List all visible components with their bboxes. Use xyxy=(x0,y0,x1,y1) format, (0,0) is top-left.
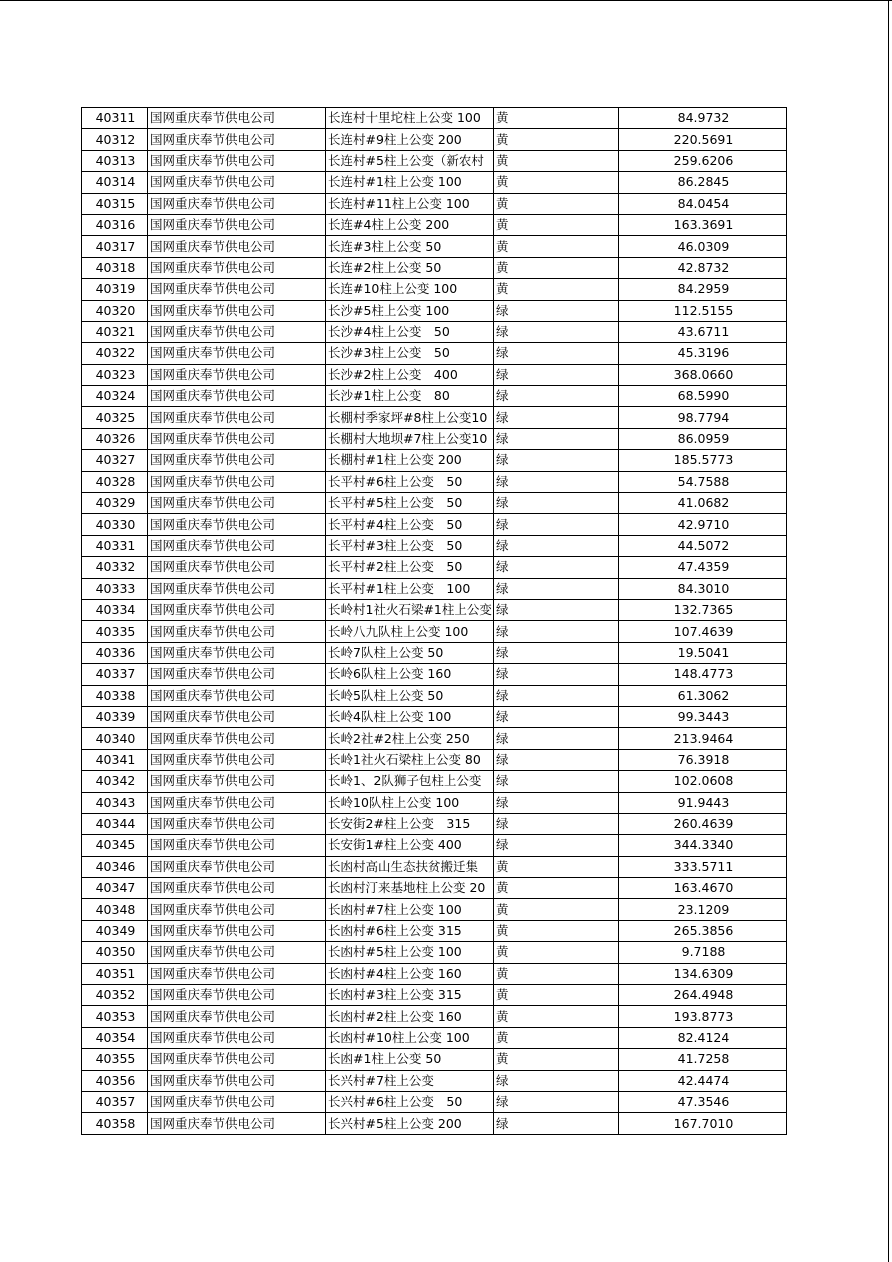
cell-value: 82.4124 xyxy=(619,1027,787,1048)
cell-company: 国网重庆奉节供电公司 xyxy=(148,771,326,792)
cell-company: 国网重庆奉节供电公司 xyxy=(148,664,326,685)
table-row xyxy=(82,214,787,235)
cell-value: 45.3196 xyxy=(619,343,787,364)
table-row xyxy=(82,642,787,663)
cell-status-color: 黄 xyxy=(494,108,619,129)
table-row xyxy=(82,535,787,556)
cell-transformer-name: 长岭10队柱上公变 100 xyxy=(326,792,494,813)
cell-id: 40335 xyxy=(82,621,148,642)
cell-status-color: 绿 xyxy=(494,813,619,834)
table-row xyxy=(82,920,787,941)
cell-transformer-name: 长岭1社火石梁柱上公变 80 xyxy=(326,749,494,770)
cell-value: 54.7588 xyxy=(619,471,787,492)
cell-value: 42.4474 xyxy=(619,1070,787,1091)
cell-id: 40327 xyxy=(82,450,148,471)
cell-value: 41.0682 xyxy=(619,493,787,514)
cell-value: 98.7794 xyxy=(619,407,787,428)
table-row xyxy=(82,129,787,150)
cell-id: 40315 xyxy=(82,193,148,214)
cell-id: 40316 xyxy=(82,214,148,235)
cell-status-color: 绿 xyxy=(494,386,619,407)
cell-status-color: 绿 xyxy=(494,364,619,385)
cell-id: 40330 xyxy=(82,514,148,535)
cell-id: 40355 xyxy=(82,1049,148,1070)
cell-status-color: 黄 xyxy=(494,856,619,877)
table-row xyxy=(82,172,787,193)
cell-company: 国网重庆奉节供电公司 xyxy=(148,172,326,193)
cell-value: 368.0660 xyxy=(619,364,787,385)
cell-value: 167.7010 xyxy=(619,1113,787,1134)
cell-transformer-name: 长岭6队柱上公变 160 xyxy=(326,664,494,685)
cell-company: 国网重庆奉节供电公司 xyxy=(148,706,326,727)
cell-transformer-name: 长连#10柱上公变 100 xyxy=(326,279,494,300)
cell-value: 76.3918 xyxy=(619,749,787,770)
cell-company: 国网重庆奉节供电公司 xyxy=(148,1006,326,1027)
cell-transformer-name: 长兴村#5柱上公变 200 xyxy=(326,1113,494,1134)
cell-company: 国网重庆奉节供电公司 xyxy=(148,150,326,171)
cell-status-color: 绿 xyxy=(494,664,619,685)
cell-company: 国网重庆奉节供电公司 xyxy=(148,386,326,407)
cell-status-color: 绿 xyxy=(494,407,619,428)
cell-transformer-name: 长沙#3柱上公变 50 xyxy=(326,343,494,364)
cell-id: 40328 xyxy=(82,471,148,492)
cell-id: 40354 xyxy=(82,1027,148,1048)
cell-transformer-name: 长凼村汀来基地柱上公变 20 xyxy=(326,878,494,899)
cell-status-color: 绿 xyxy=(494,557,619,578)
cell-status-color: 绿 xyxy=(494,728,619,749)
cell-company: 国网重庆奉节供电公司 xyxy=(148,236,326,257)
table-row xyxy=(82,664,787,685)
cell-id: 40336 xyxy=(82,642,148,663)
cell-value: 84.0454 xyxy=(619,193,787,214)
table-row xyxy=(82,493,787,514)
cell-status-color: 黄 xyxy=(494,985,619,1006)
cell-status-color: 绿 xyxy=(494,471,619,492)
cell-id: 40326 xyxy=(82,428,148,449)
cell-value: 84.2959 xyxy=(619,279,787,300)
cell-value: 68.5990 xyxy=(619,386,787,407)
table-row xyxy=(82,364,787,385)
cell-value: 163.4670 xyxy=(619,878,787,899)
cell-transformer-name: 长安街1#柱上公变 400 xyxy=(326,835,494,856)
cell-id: 40351 xyxy=(82,963,148,984)
cell-transformer-name: 长凼村#10柱上公变 100 xyxy=(326,1027,494,1048)
cell-status-color: 黄 xyxy=(494,214,619,235)
table-row xyxy=(82,108,787,129)
cell-id: 40333 xyxy=(82,578,148,599)
cell-id: 40341 xyxy=(82,749,148,770)
table-row xyxy=(82,514,787,535)
cell-company: 国网重庆奉节供电公司 xyxy=(148,985,326,1006)
table-row xyxy=(82,899,787,920)
cell-value: 102.0608 xyxy=(619,771,787,792)
cell-value: 91.9443 xyxy=(619,792,787,813)
cell-status-color: 绿 xyxy=(494,599,619,620)
cell-status-color: 绿 xyxy=(494,749,619,770)
cell-status-color: 绿 xyxy=(494,535,619,556)
cell-id: 40357 xyxy=(82,1091,148,1112)
cell-id: 40311 xyxy=(82,108,148,129)
cell-transformer-name: 长凼村高山生态扶贫搬迁集 xyxy=(326,856,494,877)
cell-transformer-name: 长凼村#4柱上公变 160 xyxy=(326,963,494,984)
cell-value: 333.5711 xyxy=(619,856,787,877)
cell-status-color: 绿 xyxy=(494,578,619,599)
cell-id: 40347 xyxy=(82,878,148,899)
cell-company: 国网重庆奉节供电公司 xyxy=(148,129,326,150)
cell-company: 国网重庆奉节供电公司 xyxy=(148,493,326,514)
cell-status-color: 绿 xyxy=(494,450,619,471)
table-row xyxy=(82,599,787,620)
cell-id: 40319 xyxy=(82,279,148,300)
cell-status-color: 绿 xyxy=(494,321,619,342)
cell-value: 86.2845 xyxy=(619,172,787,193)
cell-value: 265.3856 xyxy=(619,920,787,941)
cell-company: 国网重庆奉节供电公司 xyxy=(148,257,326,278)
cell-status-color: 黄 xyxy=(494,942,619,963)
cell-transformer-name: 长棚村季家坪#8柱上公变10 xyxy=(326,407,494,428)
cell-company: 国网重庆奉节供电公司 xyxy=(148,1027,326,1048)
cell-transformer-name: 长连村#11柱上公变 100 xyxy=(326,193,494,214)
cell-value: 148.4773 xyxy=(619,664,787,685)
cell-id: 40342 xyxy=(82,771,148,792)
cell-company: 国网重庆奉节供电公司 xyxy=(148,514,326,535)
cell-status-color: 黄 xyxy=(494,920,619,941)
cell-id: 40353 xyxy=(82,1006,148,1027)
table-row xyxy=(82,1070,787,1091)
cell-id: 40325 xyxy=(82,407,148,428)
cell-status-color: 绿 xyxy=(494,706,619,727)
cell-value: 86.0959 xyxy=(619,428,787,449)
cell-company: 国网重庆奉节供电公司 xyxy=(148,578,326,599)
cell-id: 40320 xyxy=(82,300,148,321)
cell-status-color: 绿 xyxy=(494,1091,619,1112)
cell-status-color: 绿 xyxy=(494,493,619,514)
cell-transformer-name: 长岭八九队柱上公变 100 xyxy=(326,621,494,642)
cell-transformer-name: 长安街2#柱上公变 315 xyxy=(326,813,494,834)
table-row xyxy=(82,963,787,984)
table-row xyxy=(82,236,787,257)
cell-company: 国网重庆奉节供电公司 xyxy=(148,856,326,877)
table-row xyxy=(82,193,787,214)
cell-status-color: 绿 xyxy=(494,835,619,856)
table-row xyxy=(82,1027,787,1048)
cell-value: 264.4948 xyxy=(619,985,787,1006)
table-row xyxy=(82,321,787,342)
table-row xyxy=(82,878,787,899)
cell-transformer-name: 长凼村#7柱上公变 100 xyxy=(326,899,494,920)
cell-transformer-name: 长岭4队柱上公变 100 xyxy=(326,706,494,727)
cell-company: 国网重庆奉节供电公司 xyxy=(148,108,326,129)
cell-id: 40317 xyxy=(82,236,148,257)
cell-transformer-name: 长凼村#3柱上公变 315 xyxy=(326,985,494,1006)
cell-company: 国网重庆奉节供电公司 xyxy=(148,321,326,342)
cell-id: 40344 xyxy=(82,813,148,834)
cell-id: 40324 xyxy=(82,386,148,407)
table-row xyxy=(82,279,787,300)
table-row xyxy=(82,450,787,471)
cell-company: 国网重庆奉节供电公司 xyxy=(148,642,326,663)
cell-company: 国网重庆奉节供电公司 xyxy=(148,279,326,300)
cell-id: 40332 xyxy=(82,557,148,578)
cell-value: 46.0309 xyxy=(619,236,787,257)
cell-transformer-name: 长平村#2柱上公变 50 xyxy=(326,557,494,578)
table-row xyxy=(82,728,787,749)
cell-id: 40350 xyxy=(82,942,148,963)
table-row xyxy=(82,471,787,492)
cell-company: 国网重庆奉节供电公司 xyxy=(148,599,326,620)
table-row xyxy=(82,1049,787,1070)
table-body xyxy=(82,108,787,1135)
table-row xyxy=(82,985,787,1006)
table-row xyxy=(82,407,787,428)
cell-status-color: 绿 xyxy=(494,300,619,321)
cell-status-color: 黄 xyxy=(494,878,619,899)
cell-company: 国网重庆奉节供电公司 xyxy=(148,557,326,578)
cell-id: 40345 xyxy=(82,835,148,856)
cell-company: 国网重庆奉节供电公司 xyxy=(148,343,326,364)
cell-value: 41.7258 xyxy=(619,1049,787,1070)
cell-value: 260.4639 xyxy=(619,813,787,834)
cell-transformer-name: 长连#4柱上公变 200 xyxy=(326,214,494,235)
table-row xyxy=(82,428,787,449)
cell-transformer-name: 长凼#1柱上公变 50 xyxy=(326,1049,494,1070)
cell-company: 国网重庆奉节供电公司 xyxy=(148,214,326,235)
cell-id: 40358 xyxy=(82,1113,148,1134)
cell-value: 185.5773 xyxy=(619,450,787,471)
cell-transformer-name: 长平村#5柱上公变 50 xyxy=(326,493,494,514)
cell-company: 国网重庆奉节供电公司 xyxy=(148,450,326,471)
cell-transformer-name: 长连村十里坨柱上公变 100 xyxy=(326,108,494,129)
cell-value: 213.9464 xyxy=(619,728,787,749)
table-row xyxy=(82,578,787,599)
cell-status-color: 黄 xyxy=(494,150,619,171)
cell-transformer-name: 长连村#5柱上公变（新农村 xyxy=(326,150,494,171)
cell-company: 国网重庆奉节供电公司 xyxy=(148,1113,326,1134)
cell-id: 40349 xyxy=(82,920,148,941)
cell-id: 40337 xyxy=(82,664,148,685)
cell-status-color: 黄 xyxy=(494,1006,619,1027)
cell-id: 40313 xyxy=(82,150,148,171)
page-top-border xyxy=(0,0,892,1)
cell-transformer-name: 长凼村#6柱上公变 315 xyxy=(326,920,494,941)
cell-company: 国网重庆奉节供电公司 xyxy=(148,364,326,385)
cell-transformer-name: 长凼村#5柱上公变 100 xyxy=(326,942,494,963)
cell-status-color: 绿 xyxy=(494,1070,619,1091)
cell-status-color: 绿 xyxy=(494,428,619,449)
cell-id: 40352 xyxy=(82,985,148,1006)
cell-value: 84.3010 xyxy=(619,578,787,599)
table-row xyxy=(82,749,787,770)
cell-transformer-name: 长岭1、2队狮子包柱上公变 xyxy=(326,771,494,792)
cell-transformer-name: 长沙#2柱上公变 400 xyxy=(326,364,494,385)
cell-value: 220.5691 xyxy=(619,129,787,150)
cell-transformer-name: 长连#3柱上公变 50 xyxy=(326,236,494,257)
cell-company: 国网重庆奉节供电公司 xyxy=(148,920,326,941)
cell-company: 国网重庆奉节供电公司 xyxy=(148,942,326,963)
cell-status-color: 绿 xyxy=(494,1113,619,1134)
cell-status-color: 绿 xyxy=(494,685,619,706)
cell-transformer-name: 长兴村#7柱上公变 xyxy=(326,1070,494,1091)
cell-status-color: 绿 xyxy=(494,514,619,535)
cell-value: 259.6206 xyxy=(619,150,787,171)
cell-status-color: 黄 xyxy=(494,129,619,150)
table-row xyxy=(82,942,787,963)
cell-id: 40346 xyxy=(82,856,148,877)
table-row xyxy=(82,557,787,578)
cell-company: 国网重庆奉节供电公司 xyxy=(148,407,326,428)
cell-status-color: 黄 xyxy=(494,257,619,278)
cell-company: 国网重庆奉节供电公司 xyxy=(148,1091,326,1112)
table-row xyxy=(82,343,787,364)
cell-value: 42.8732 xyxy=(619,257,787,278)
table-row xyxy=(82,1091,787,1112)
cell-status-color: 绿 xyxy=(494,343,619,364)
cell-id: 40314 xyxy=(82,172,148,193)
cell-id: 40338 xyxy=(82,685,148,706)
cell-transformer-name: 长凼村#2柱上公变 160 xyxy=(326,1006,494,1027)
cell-transformer-name: 长岭2社#2柱上公变 250 xyxy=(326,728,494,749)
table-row xyxy=(82,771,787,792)
table-row xyxy=(82,1113,787,1134)
cell-id: 40321 xyxy=(82,321,148,342)
cell-transformer-name: 长连#2柱上公变 50 xyxy=(326,257,494,278)
cell-status-color: 黄 xyxy=(494,1049,619,1070)
cell-status-color: 黄 xyxy=(494,963,619,984)
cell-transformer-name: 长沙#5柱上公变 100 xyxy=(326,300,494,321)
cell-company: 国网重庆奉节供电公司 xyxy=(148,1049,326,1070)
cell-value: 99.3443 xyxy=(619,706,787,727)
cell-company: 国网重庆奉节供电公司 xyxy=(148,899,326,920)
cell-id: 40312 xyxy=(82,129,148,150)
cell-company: 国网重庆奉节供电公司 xyxy=(148,963,326,984)
cell-id: 40318 xyxy=(82,257,148,278)
cell-id: 40339 xyxy=(82,706,148,727)
cell-value: 163.3691 xyxy=(619,214,787,235)
cell-value: 43.6711 xyxy=(619,321,787,342)
cell-value: 9.7188 xyxy=(619,942,787,963)
transformer-data-table xyxy=(81,107,787,1135)
table-row xyxy=(82,813,787,834)
cell-status-color: 黄 xyxy=(494,193,619,214)
cell-transformer-name: 长岭7队柱上公变 50 xyxy=(326,642,494,663)
cell-company: 国网重庆奉节供电公司 xyxy=(148,728,326,749)
cell-company: 国网重庆奉节供电公司 xyxy=(148,749,326,770)
cell-status-color: 黄 xyxy=(494,236,619,257)
cell-company: 国网重庆奉节供电公司 xyxy=(148,535,326,556)
cell-status-color: 绿 xyxy=(494,771,619,792)
cell-value: 107.4639 xyxy=(619,621,787,642)
cell-value: 61.3062 xyxy=(619,685,787,706)
cell-value: 344.3340 xyxy=(619,835,787,856)
page-right-border xyxy=(888,0,889,1262)
table-row xyxy=(82,386,787,407)
cell-status-color: 绿 xyxy=(494,642,619,663)
cell-transformer-name: 长平村#1柱上公变 100 xyxy=(326,578,494,599)
cell-status-color: 黄 xyxy=(494,899,619,920)
cell-transformer-name: 长平村#6柱上公变 50 xyxy=(326,471,494,492)
cell-company: 国网重庆奉节供电公司 xyxy=(148,835,326,856)
cell-id: 40323 xyxy=(82,364,148,385)
cell-value: 193.8773 xyxy=(619,1006,787,1027)
cell-transformer-name: 长岭村1社火石梁#1柱上公变 xyxy=(326,599,494,620)
table-row xyxy=(82,835,787,856)
cell-status-color: 黄 xyxy=(494,279,619,300)
cell-company: 国网重庆奉节供电公司 xyxy=(148,300,326,321)
table-row xyxy=(82,150,787,171)
cell-status-color: 黄 xyxy=(494,1027,619,1048)
table-row xyxy=(82,1006,787,1027)
cell-value: 19.5041 xyxy=(619,642,787,663)
cell-company: 国网重庆奉节供电公司 xyxy=(148,792,326,813)
table-row xyxy=(82,685,787,706)
cell-company: 国网重庆奉节供电公司 xyxy=(148,193,326,214)
cell-transformer-name: 长平村#4柱上公变 50 xyxy=(326,514,494,535)
cell-transformer-name: 长棚村#1柱上公变 200 xyxy=(326,450,494,471)
cell-transformer-name: 长连村#9柱上公变 200 xyxy=(326,129,494,150)
cell-value: 23.1209 xyxy=(619,899,787,920)
cell-value: 44.5072 xyxy=(619,535,787,556)
cell-status-color: 绿 xyxy=(494,621,619,642)
table-row xyxy=(82,257,787,278)
table-row xyxy=(82,792,787,813)
cell-status-color: 黄 xyxy=(494,172,619,193)
cell-company: 国网重庆奉节供电公司 xyxy=(148,621,326,642)
cell-value: 84.9732 xyxy=(619,108,787,129)
cell-company: 国网重庆奉节供电公司 xyxy=(148,813,326,834)
cell-value: 112.5155 xyxy=(619,300,787,321)
cell-value: 47.3546 xyxy=(619,1091,787,1112)
cell-transformer-name: 长棚村大地坝#7柱上公变10 xyxy=(326,428,494,449)
cell-transformer-name: 长沙#4柱上公变 50 xyxy=(326,321,494,342)
cell-company: 国网重庆奉节供电公司 xyxy=(148,471,326,492)
cell-id: 40340 xyxy=(82,728,148,749)
cell-status-color: 绿 xyxy=(494,792,619,813)
cell-company: 国网重庆奉节供电公司 xyxy=(148,878,326,899)
cell-transformer-name: 长沙#1柱上公变 80 xyxy=(326,386,494,407)
cell-value: 132.7365 xyxy=(619,599,787,620)
cell-transformer-name: 长兴村#6柱上公变 50 xyxy=(326,1091,494,1112)
cell-id: 40343 xyxy=(82,792,148,813)
cell-id: 40356 xyxy=(82,1070,148,1091)
cell-transformer-name: 长平村#3柱上公变 50 xyxy=(326,535,494,556)
cell-transformer-name: 长岭5队柱上公变 50 xyxy=(326,685,494,706)
cell-id: 40334 xyxy=(82,599,148,620)
table-row xyxy=(82,621,787,642)
cell-company: 国网重庆奉节供电公司 xyxy=(148,428,326,449)
table-row xyxy=(82,300,787,321)
cell-id: 40331 xyxy=(82,535,148,556)
cell-id: 40329 xyxy=(82,493,148,514)
cell-id: 40322 xyxy=(82,343,148,364)
cell-company: 国网重庆奉节供电公司 xyxy=(148,1070,326,1091)
cell-value: 134.6309 xyxy=(619,963,787,984)
cell-id: 40348 xyxy=(82,899,148,920)
cell-transformer-name: 长连村#1柱上公变 100 xyxy=(326,172,494,193)
cell-value: 47.4359 xyxy=(619,557,787,578)
table-row xyxy=(82,856,787,877)
table-row xyxy=(82,706,787,727)
cell-company: 国网重庆奉节供电公司 xyxy=(148,685,326,706)
cell-value: 42.9710 xyxy=(619,514,787,535)
